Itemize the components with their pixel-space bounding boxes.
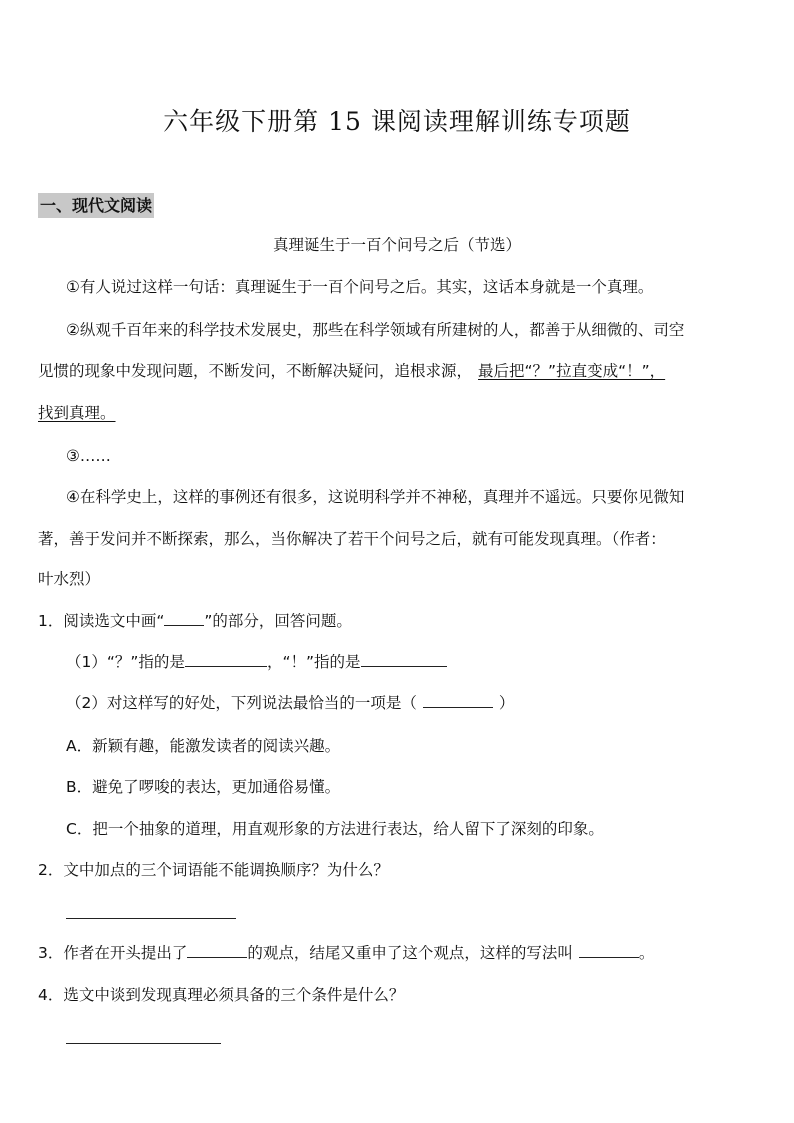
question-1-1-text: （1）“？”指的是 [66,653,185,671]
option-a: A．新颖有趣，能激发读者的阅读兴趣。 [66,737,341,755]
question-1-text-end: ”的部分，回答问题。 [204,612,352,630]
page-title: 六年级下册第 15 课阅读理解训练专项题 [163,107,631,136]
paragraph-1: ①有人说过这样一句话：真理诞生于一百个问号之后。其实，这话本身就是一个真理。 [66,278,654,296]
answer-line[interactable] [66,918,236,919]
answer-blank[interactable] [423,693,493,708]
paragraph-2-line-2 [38,361,665,381]
paragraph-2-line-1: ②纵观千百年来的科学技术发展史，那些在科学领域有所建树的人，都善于从细微的、司空 [66,321,685,339]
question-1-2-text-end: ） [498,694,515,712]
answer-blank[interactable] [361,652,447,667]
question-3-text: 3．作者在开头提出了 [38,944,188,962]
question-3-text-end: 。 [638,944,655,962]
option-b: B．避免了啰唆的表达，更加通俗易懂。 [66,778,341,796]
paragraph-4-line-3: 叶水烈） [38,570,101,588]
question-1-1-text-end: ，“！”指的是 [266,653,361,671]
answer-blank[interactable] [579,943,639,958]
underlined-sentence: 最后把“？”拉直变成“！”， [478,362,666,380]
question-1 [38,611,352,631]
section-heading: 一、现代文阅读 [38,193,154,218]
answer-blank[interactable] [164,611,204,626]
question-1-text: 1．阅读选文中画“ [38,612,165,630]
answer-blank[interactable] [185,652,267,667]
paragraph-4-line-2: 著，善于发问并不断探索，那么，当你解决了若干个问号之后，就有可能发现真理。（作者： [38,530,666,548]
answer-line[interactable] [66,1043,221,1044]
question-1-1 [66,652,447,672]
paragraph-3: ③…… [66,447,111,465]
question-4: 4．选文中谈到发现真理必须具备的三个条件是什么？ [38,986,405,1004]
question-2: 2．文中加点的三个词语能不能调换顺序？为什么？ [38,861,389,879]
underlined-sentence-end: 找到真理。 [38,404,116,422]
question-3 [38,943,654,963]
passage-heading: 真理诞生于一百个问号之后（节选） [272,236,521,254]
option-c: C．把一个抽象的道理，用直观形象的方法进行表达，给人留下了深刻的印象。 [66,820,604,838]
question-1-2 [66,693,514,713]
answer-blank[interactable] [187,943,247,958]
question-1-2-text: （2）对这样写的好处，下列说法最恰当的一项是（ [66,694,417,712]
question-3-text-mid: 的观点，结尾又重申了这个观点，这样的写法叫 [247,944,573,962]
paragraph-4-line-1: ④在科学史上，这样的事例还有很多，这说明科学并不神秘，真理并不遥远。只要你见微知 [66,488,685,506]
paragraph-2-text: 见惯的现象中发现问题，不断发问，不断解决疑问，追根求源， [38,362,473,380]
